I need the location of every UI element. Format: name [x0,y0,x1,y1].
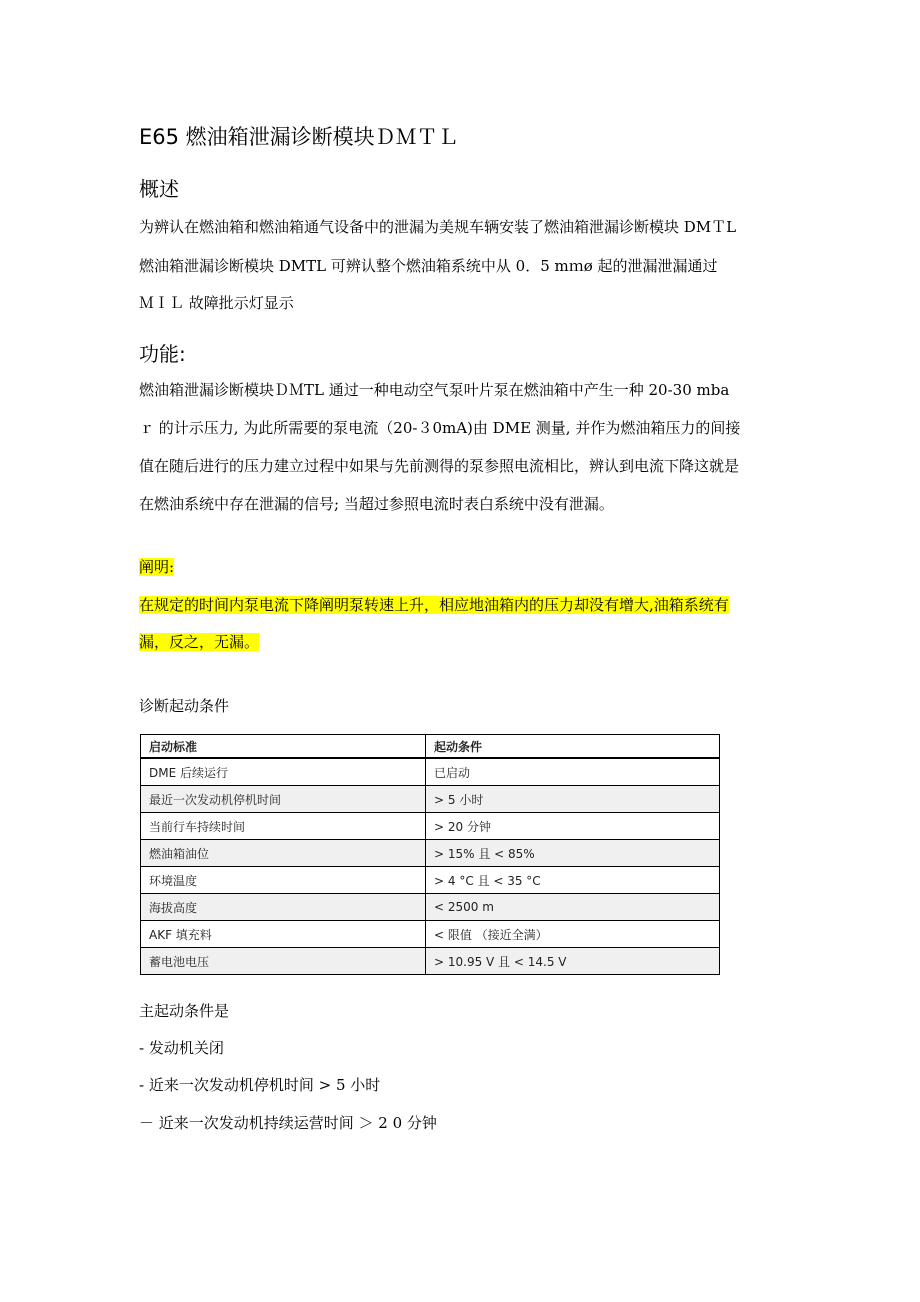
table-cell: 当前行车持续时间 [141,813,426,840]
note-line-1 [139,595,729,615]
overview-line-2: 燃油箱泄漏诊断模块 DMTL 可辨认整个燃油箱系统中从 0．5 mｍø 起的泄漏泄漏通过 [139,257,718,275]
document-title: E65 燃油箱泄漏诊断模块ＤＭＴＬ [139,125,459,149]
function-line-4: 在燃油系统中存在泄漏的信号; 当超过参照电流时表白系统中没有泄漏。 [139,495,614,513]
overview-heading: 概述 [139,177,179,201]
table-cell: > 15% 且 < 85% [426,840,720,867]
table-row [141,786,720,813]
table-row [141,894,720,921]
table-cell: < 限值 （接近全满） [426,921,720,948]
main-condition-item-2: - 近来一次发动机停机时间 > 5 小时 [139,1076,381,1094]
table-cell: < 2500 m [426,894,720,921]
table-cell: > 20 分钟 [426,813,720,840]
function-heading: 功能: [139,342,186,366]
table-row [141,813,720,840]
table-cell: 已启动 [426,758,720,786]
note-label [139,557,174,577]
table-header-criteria: 启动标准 [141,735,426,759]
note-label-text: 阐明: [139,558,175,576]
table-cell: 最近一次发动机停机时间 [141,786,426,813]
table-cell: > 4 °C 且 < 35 °C [426,867,720,894]
table-row [141,840,720,867]
table-header-row [141,735,720,759]
table-caption: 诊断起动条件 [139,697,230,715]
table-row [141,867,720,894]
table-row [141,921,720,948]
function-line-1: 燃油箱泄漏诊断模块ＤＭTL 通过一种电动空气泵叶片泵在燃油箱中产生一种 20-30 mba [139,381,730,399]
main-condition-item-3: － 近来一次发动机持续运营时间 ＞ 2 0 分钟 [139,1114,437,1132]
table-cell: > 5 小时 [426,786,720,813]
table-cell: 蓄电池电压 [141,948,426,975]
function-line-3: 值在随后进行的压力建立过程中如果与先前测得的泵参照电流相比，辨认到电流下降这就是 [139,457,740,475]
start-conditions-table [140,734,720,975]
table-header-conditions: 起动条件 [426,735,720,759]
overview-line-3: ＭＩＬ 故障批示灯显示 [139,294,294,312]
note-line-2 [139,632,259,652]
note-line-2-text: 漏，反之，无漏。 [139,633,260,651]
table-row [141,948,720,975]
table-cell: > 10.95 V 且 < 14.5 V [426,948,720,975]
note-line-1-text: 在规定的时间内泵电流下降阐明泵转速上升，相应地油箱内的压力却没有增大,油箱系统有 [139,596,729,614]
table-cell: DME 后续运行 [141,758,426,786]
table-cell: 海拔高度 [141,894,426,921]
main-conditions-label: 主起动条件是 [139,1002,230,1020]
table-cell: 环境温度 [141,867,426,894]
main-condition-item-1: - 发动机关闭 [139,1039,224,1057]
table-cell: AKF 填充料 [141,921,426,948]
table-row [141,758,720,786]
overview-line-1: 为辨认在燃油箱和燃油箱通气设备中的泄漏为美规车辆安装了燃油箱泄漏诊断模块 DMＴL [139,218,737,236]
function-line-2: ｒ 的计示压力, 为此所需要的泵电流（20-３0mA)由 DME 测量, 并作为燃油箱压力的间接 [139,419,741,437]
table-cell: 燃油箱油位 [141,840,426,867]
